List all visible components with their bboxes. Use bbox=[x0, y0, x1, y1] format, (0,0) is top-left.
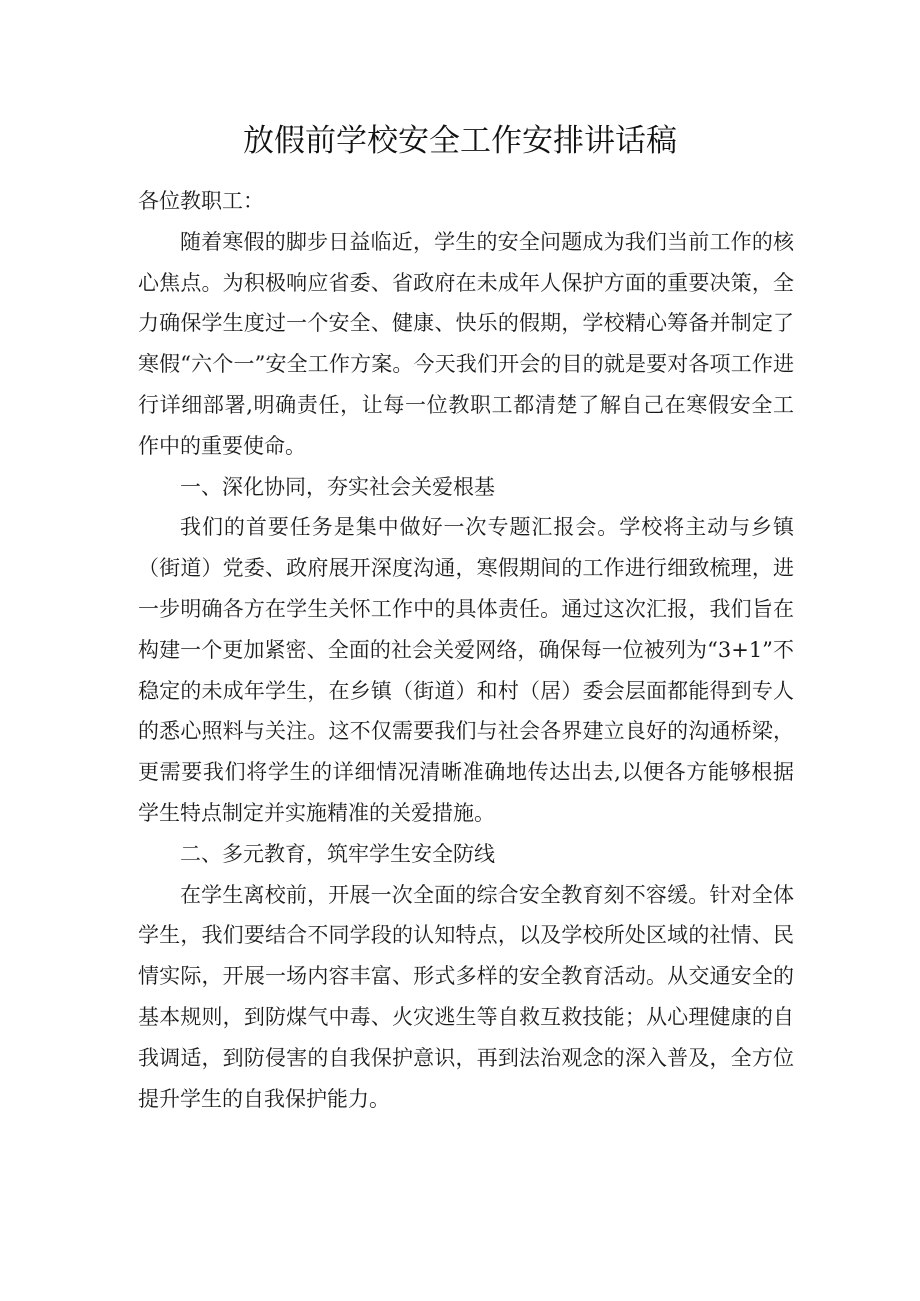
paragraph-intro: 随着寒假的脚步日益临近，学生的安全问题成为我们当前工作的核心焦点。为积极响应省委、省政府在未成年人保护方面的重要决策，全力确保学生度过一个安全、健康、快乐的假期，学校精心筹备并制定了寒假“六个一”安全工作方案。今天我们开会的目的就是要对各项工作进行详细部署,明确责任，让每一位教职工都清楚了解自己在寒假安全工作中的重要使命。 bbox=[138, 229, 794, 458]
document-title: 放假前学校安全工作安排讲话稿 bbox=[243, 123, 677, 159]
document-body bbox=[138, 181, 794, 1119]
paragraph-section-2: 在学生离校前，开展一次全面的综合安全教育刻不容缓。针对全体学生，我们要结合不同学段的认知特点，以及学校所处区域的社情、民情实际，开展一场内容丰富、形式多样的安全教育活动。从交通安全的基本规则，到防煤气中毒、火灾逃生等自救互救技能；从心理健康的自我调适，到防侵害的自我保护意识，再到法治观念的深入普及，全方位提升学生的自我保护能力。 bbox=[138, 882, 794, 1111]
section-heading-1: 一、深化协同，夯实社会关爱根基 bbox=[180, 474, 495, 499]
salutation: 各位教职工： bbox=[138, 189, 264, 213]
section-heading-2: 二、多元教育，筑牢学生安全防线 bbox=[180, 841, 495, 866]
paragraph-section-1: 我们的首要任务是集中做好一次专题汇报会。学校将主动与乡镇（街道）党委、政府展开深度沟通，寒假期间的工作进行细致梳理，进一步明确各方在学生关怀工作中的具体责任。通过这次汇报，我们旨在构建一个更加紧密、全面的社会关爱网络，确保每一位被列为“3+1”不稳定的未成年学生，在乡镇（街道）和村（居）委会层面都能得到专人的悉心照料与关注。这不仅需要我们与社会各界建立良好的沟通桥梁，更需要我们将学生的详细情况清晰准确地传达出去,以便各方能够根据学生特点制定并实施精准的关爱措施。 bbox=[138, 515, 794, 825]
